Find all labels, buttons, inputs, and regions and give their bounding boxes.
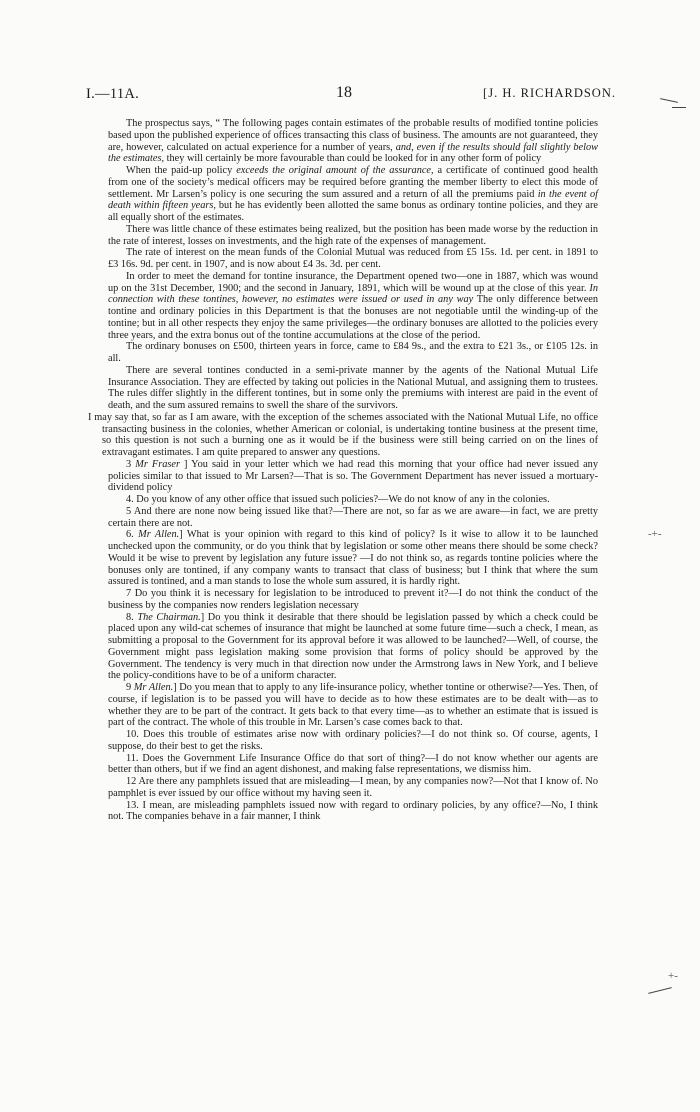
margin-mark — [672, 107, 686, 108]
paragraph: 11. Does the Government Life Insurance Office do that sort of thing?—I do not know whether our agents are better than others, but if we find an agent dishonest, and making false representations, we dismiss him. — [108, 752, 598, 776]
margin-mark: +- — [668, 970, 678, 982]
paragraph: The rate of interest on the mean funds of the Colonial Mutual was reduced from £5 15s. 1d. per cent. in 1891 to £3 16s. 9d. per cent. in 1907, and is now about £4 3s. 3d. per cent. — [108, 247, 598, 270]
paragraph: 13. I mean, are misleading pamphlets issued now with regard to ordinary policies, by any office?—No, I think not. The companies behave in a fair manner, I think — [108, 799, 598, 823]
margin-mark — [660, 98, 678, 103]
margin-mark: -+- — [648, 528, 662, 540]
paragraph: 4. Do you know of any other office that issued such policies?—We do not know of any in the colonies. — [126, 494, 550, 505]
paragraph: I may say that, so far as I am aware, with the exception of the schemes associated with the National Mutual Life, no office transacting business in the colonies, whether American or colonial, is undertaking tontine business at the present time, so this question is not such a burning one as it would be if the business were still being carried on on the lines of extravagant estimates. I am quite prepared to answer any questions. — [88, 411, 598, 458]
margin-mark — [648, 987, 672, 994]
paragraph: There are several tontines conducted in a semi-private manner by the agents of the National Mutual Life Insurance Association. They are effected by taking out policies in the National Mutual, and assigning them to trustees. The rules differ slightly in the different tontines, but in some only the premiums with interest are paid in the event of death, and the sum assured remains to swell the share of the survivors. — [108, 364, 598, 411]
page-number: 18 — [336, 84, 352, 101]
paragraph: The prospectus says, “ The following pages contain estimates of the probable results of modified tontine policies based upon the published experience of offices transacting this class of business. The amounts are not guaranteed, they are, however, calculated on actual experience for a number of years, and, even if the results should fall slightly below the estimates, they will certainly be more favourable than could be looked for in any other form of policy — [108, 118, 598, 165]
paragraph: 10. Does this trouble of estimates arise now with ordinary policies?—I do not think so. Of course, agents, I suppose, do their best to get the risks. — [108, 729, 598, 752]
paragraph: 3 Mr Fraser ] You said in your letter which we had read this morning that your office had never issued any policies similar to that issued to Mr Larsen?—That is so. The Government Department has never issued a mortuary-dividend policy — [108, 458, 598, 494]
paragraph: 5 And there are none now being issued like that?—There are not, so far as we are aware—in fact, we are pretty certain there are not. — [108, 505, 598, 529]
paragraph: 8. The Chairman.] Do you think it desirable that there should be legislation passed by which a check could be placed upon any wild-cat schemes of insurance that might be launched at some future time—such a check, I mean, as submitting a proposal to the Government for its approval before it was allowed to be launched?—Well, of course, the Government might pass legislation making some provision that forms of policy should be approved by the Government. The tendency is very much in that direction now under the Armstrong laws in New York, and I believe the policy-conditions have to be of a uniform character. — [108, 611, 598, 682]
testimony-body — [88, 118, 599, 823]
paragraph: 9 Mr Allen.] Do you mean that to apply to any life-insurance policy, whether tontine or otherwise?—Yes. Then, of course, if legislation is to be passed you will have to decide as to how these estimates are to be dealt with—as to whether they are to be part of the contract. It gets back to that every time—as to whether an estimate that is issued is part of the contract. The whole of this trouble in Mr. Larsen’s case comes back to that. — [108, 682, 598, 729]
paragraph: 12 Are there any pamphlets issued that are misleading—I mean, by any companies now?—Not that I know of. No pamphlet is ever issued by our office without my having seen it. — [108, 776, 598, 799]
witness-name: [J. H. RICHARDSON. — [483, 86, 616, 100]
page-header — [86, 86, 616, 104]
paragraph: In order to meet the demand for tontine insurance, the Department opened two—one in 1887, which was wound up on the 31st December, 1900; and the second in January, 1891, which will be wound up at the close of this year. In connection with these tontines, however, no estimates were issued or used in any way The only difference between tontine and ordinary policies in this Department is that the bonuses are not negotiable until the winding-up of the tontine; but in all other respects they enjoy the same privileges—the ordinary bonuses are allotted to the policies every three years, and the extra bonus out of the tontine accumulations at the close of the period. — [108, 270, 598, 341]
paragraph: When the paid-up policy exceeds the original amount of the assurance, a certificate of continued good health from one of the society’s medical officers may be required before granting the member liberty to elect this mode of settlement. Mr Larsen’s policy is one securing the sum assured and a return of all the premiums paid in the event of death within fifteen years, but he has evidently been allotted the same bonus as ordinary tontine policies, and they are all equally short of the estimates. — [108, 165, 599, 223]
paragraph: There was little chance of these estimates being realized, but the position has been made worse by the reduction in the rate of interest, losses on investments, and the high rate of the expenses of management. — [108, 223, 598, 247]
paragraph: 7 Do you think it is necessary for legislation to be introduced to prevent it?—I do not think the conduct of the business by the companies now renders legislation necessary — [108, 588, 598, 611]
paragraph: The ordinary bonuses on £500, thirteen years in force, came to £84 9s., and the extra to £21 3s., or £105 12s. in all. — [108, 341, 598, 364]
paper-reference: I.—11A. — [86, 86, 140, 102]
paragraph: 6. Mr Allen.] What is your opinion with regard to this kind of policy? Is it wise to allow it to be launched unchecked upon the community, or do you think that by legislation or some other means there should be some check? Would it be wise to prevent by legislation any future issue? —I do not think so, as regards tontine policies where the bonuses only are tontined, if any company wants to transact that class of business; but I think that where the sum assured is tontined, and a man stands to lose the whole sum assured, it is hardly right. — [108, 529, 598, 588]
